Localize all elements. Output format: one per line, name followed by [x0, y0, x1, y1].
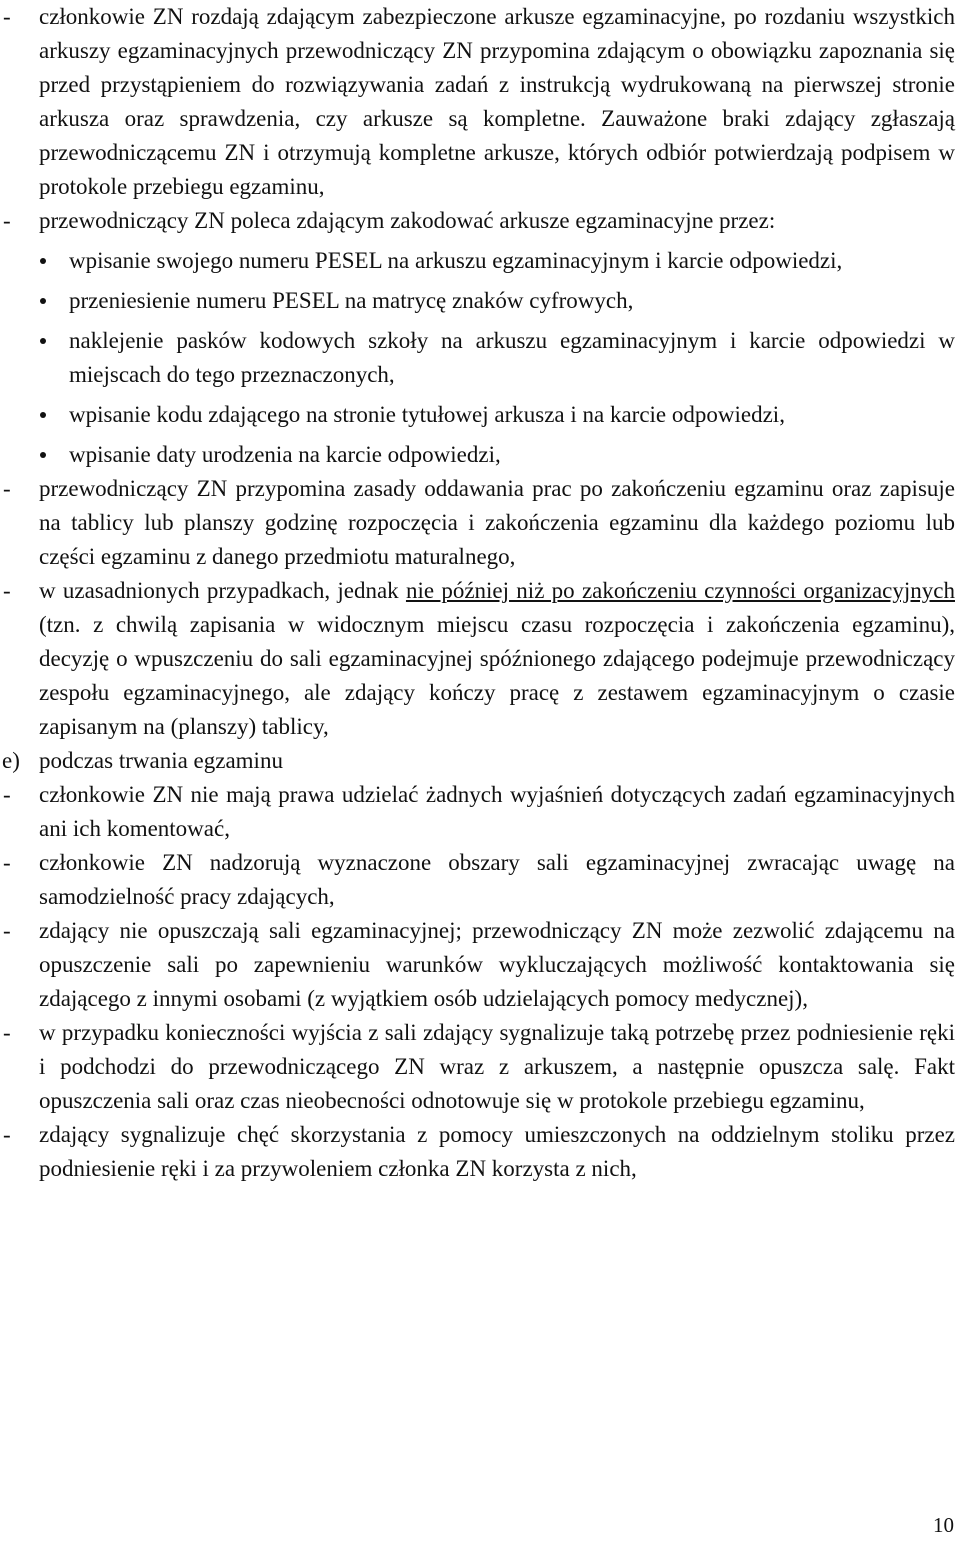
list-item-text: zdający sygnalizuje chęć skorzystania z pomocy umieszczonych na oddzielnym stoliku przez podniesienie ręki i za przywoleniem członka ZN korzysta z nich, [39, 1122, 955, 1181]
list-item-dash [0, 1118, 960, 1186]
list-item-dash [0, 914, 960, 1016]
dash-marker: - [3, 4, 11, 29]
list-item-dash [0, 472, 960, 574]
bullet-item [0, 244, 960, 278]
bullet-item [0, 324, 960, 392]
bullet-item [0, 398, 960, 432]
bullet-item-text: naklejenie pasków kodowych szkoły na arkuszu egzaminacyjnym i karcie odpowiedzi w miejscach do tego przeznaczonych, [69, 328, 955, 387]
alpha-marker: e) [2, 748, 20, 773]
bullet-item-text: wpisanie daty urodzenia na karcie odpowiedzi, [69, 442, 501, 467]
list-item-text: zdający nie opuszczają sali egzaminacyjnej; przewodniczący ZN może zezwolić zdającemu na opuszczenie sali po zapewnieniu warunków wykluczających możliwość kontaktowania się zdającego z innymi osobami (z wyjątkiem osób udzielających pomocy medycznej), [39, 918, 955, 1011]
bullet-dot-icon [40, 452, 46, 458]
list-item-text-post: (tzn. z chwilą zapisania w widocznym miejscu czasu rozpoczęcia i zakończenia egzaminu), decyzję o wpuszczeniu do sali egzaminacyjnej spóźnionego zdającego podejmuje przewodniczący zespołu egzaminacyjnego, ale zdający kończy pracę z zestawem egzaminacyjnym o czasie zapisanym na (planszy) tablicy, [39, 612, 955, 739]
dash-marker: - [3, 782, 11, 807]
bullet-dot-icon [40, 412, 46, 418]
dash-marker: - [3, 1020, 11, 1045]
list-item-dash [0, 846, 960, 914]
list-item-text: członkowie ZN rozdają zdającym zabezpieczone arkusze egzaminacyjne, po rozdaniu wszystkich arkuszy egzaminacyjnych przewodniczący ZN przypomina zdającym o obowiązku zapoznania się przed przystąpieniem do rozwiązywania zadań z instrukcją wydrukowaną na pierwszej stronie arkusza oraz sprawdzenia, czy arkusze są kompletne. Zauważone braki zdający zgłaszają przewodniczącemu ZN i otrzymują kompletne arkusze, których odbiór potwierdzają podpisem w protokole przebiegu egzaminu, [39, 4, 955, 199]
section-heading-e [0, 744, 960, 778]
list-item-dash [0, 574, 960, 744]
dash-marker: - [3, 1122, 11, 1147]
bullet-dot-icon [40, 258, 46, 264]
dash-marker: - [3, 578, 11, 603]
bullet-item-text: przeniesienie numeru PESEL na matrycę znaków cyfrowych, [69, 288, 634, 313]
bullet-item-text: wpisanie swojego numeru PESEL na arkuszu egzaminacyjnym i karcie odpowiedzi, [69, 248, 843, 273]
list-item-text: przewodniczący ZN przypomina zasady oddawania prac po zakończeniu egzaminu oraz zapisuje na tablicy lub planszy godzinę rozpoczęcia i zakończenia egzaminu dla każdego poziomu lub części egzaminu z danego przedmiotu maturalnego, [39, 476, 955, 569]
underlined-text: nie później niż po zakończeniu czynności organizacyjnych [405, 578, 955, 603]
list-item-dash [0, 0, 960, 204]
bullet-dot-icon [40, 298, 46, 304]
dash-marker: - [3, 850, 11, 875]
list-item-dash [0, 1016, 960, 1118]
section-heading-text: podczas trwania egzaminu [39, 748, 283, 773]
list-item-text: członkowie ZN nadzorują wyznaczone obszary sali egzaminacyjnej zwracając uwagę na samodzielność pracy zdających, [39, 850, 955, 909]
list-item-dash [0, 778, 960, 846]
dash-marker: - [3, 208, 11, 233]
list-item-text-pre: w uzasadnionych przypadkach, jednak [39, 578, 406, 603]
bullet-item-text: wpisanie kodu zdającego na stronie tytułowej arkusza i na karcie odpowiedzi, [69, 402, 785, 427]
bullet-dot-icon [40, 338, 46, 344]
list-item-dash [0, 204, 960, 238]
dash-marker: - [3, 476, 11, 501]
list-item-text: członkowie ZN nie mają prawa udzielać żadnych wyjaśnień dotyczących zadań egzaminacyjnych ani ich komentować, [39, 782, 955, 841]
page-number: 10 [933, 1513, 954, 1537]
bullet-item [0, 438, 960, 472]
list-item-text: w przypadku konieczności wyjścia z sali zdający sygnalizuje taką potrzebę przez podniesienie ręki i podchodzi do przewodniczącego ZN wraz z arkuszem, a następnie opuszcza salę. Fakt opuszczenia sali oraz czas nieobecności odnotowuje się w protokole przebiegu egzaminu, [39, 1020, 955, 1113]
list-item-text: przewodniczący ZN poleca zdającym zakodować arkusze egzaminacyjne przez: [39, 208, 776, 233]
bullet-item [0, 284, 960, 318]
dash-marker: - [3, 918, 11, 943]
